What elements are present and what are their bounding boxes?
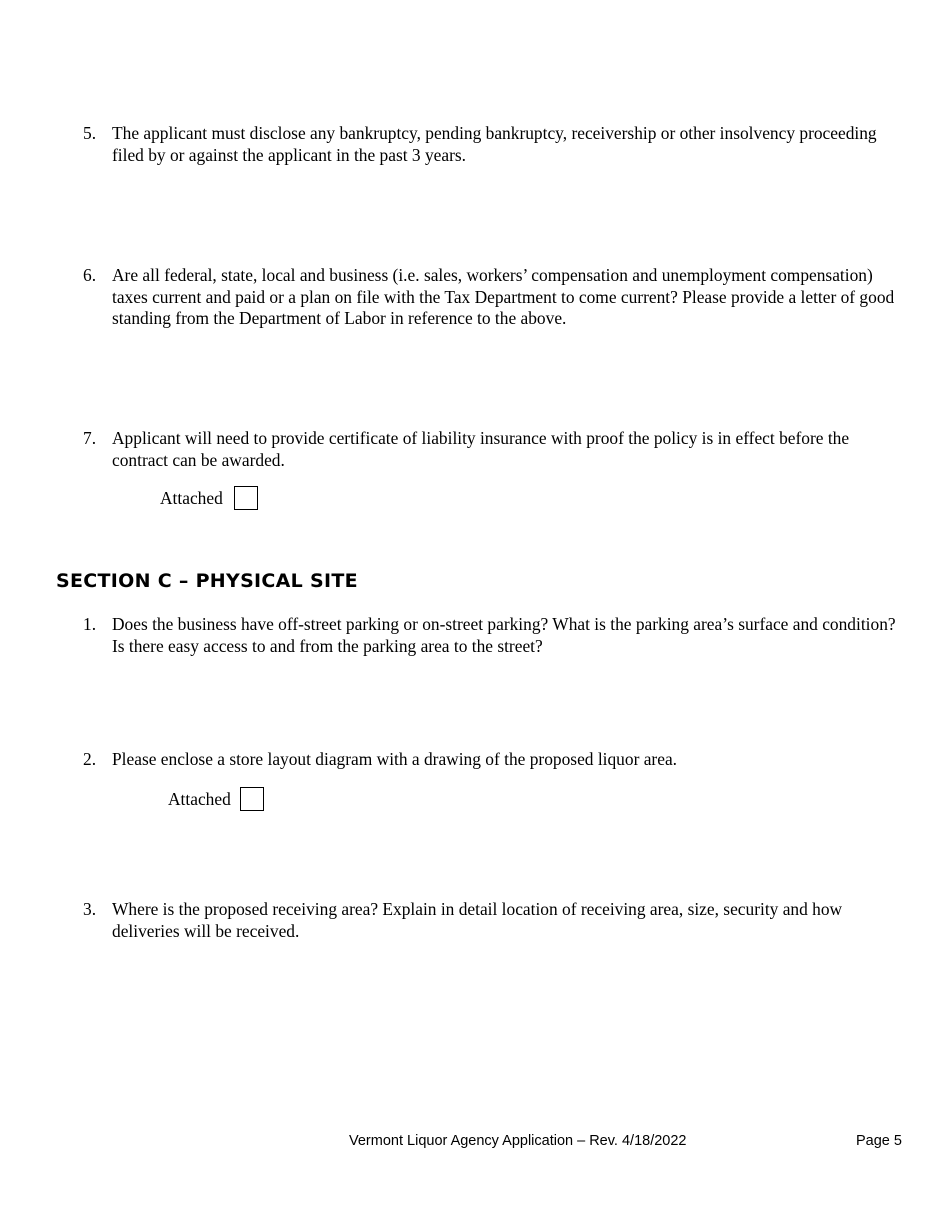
question-number: 3. [83, 899, 97, 919]
question-number: 2. [83, 749, 97, 769]
question-number: 5. [83, 123, 97, 143]
question-item [83, 749, 898, 771]
section-heading: SECTION C – PHYSICAL SITE [56, 570, 358, 592]
attached-checkbox[interactable] [240, 787, 264, 811]
attached-row [160, 486, 258, 510]
question-text: Are all federal, state, local and business (i.e. sales, workers’ compensation and unemployment compensation) taxes current and paid or a plan on file with the Tax Department to come current? Please provide a letter of good standing from the Department of Labor in reference to the above. [112, 265, 895, 329]
question-text: Does the business have off-street parking or on-street parking? What is the parking area’s surface and condition? Is there easy access to and from the parking area to the street? [112, 614, 896, 656]
attached-row [168, 787, 264, 811]
question-number: 6. [83, 265, 97, 285]
attached-label: Attached [168, 789, 231, 809]
question-number: 7. [83, 428, 97, 448]
question-number: 1. [83, 614, 97, 634]
page-number: Page 5 [856, 1133, 902, 1149]
attached-label: Attached [160, 488, 223, 508]
question-text: Where is the proposed receiving area? Explain in detail location of receiving area, size, security and how deliveries will be received. [112, 899, 843, 941]
question-item [83, 428, 898, 471]
question-item [83, 123, 898, 166]
question-item [83, 614, 898, 657]
question-item [83, 899, 898, 942]
question-text: The applicant must disclose any bankruptcy, pending bankruptcy, receivership or other insolvency proceeding filed by or against the applicant in the past 3 years. [112, 123, 877, 165]
question-text: Applicant will need to provide certificate of liability insurance with proof the policy is in effect before the contract can be awarded. [112, 428, 850, 470]
question-item [83, 265, 898, 330]
attached-checkbox[interactable] [234, 486, 258, 510]
footer-title: Vermont Liquor Agency Application – Rev. 4/18/2022 [349, 1133, 687, 1149]
question-text: Please enclose a store layout diagram with a drawing of the proposed liquor area. [112, 749, 678, 769]
